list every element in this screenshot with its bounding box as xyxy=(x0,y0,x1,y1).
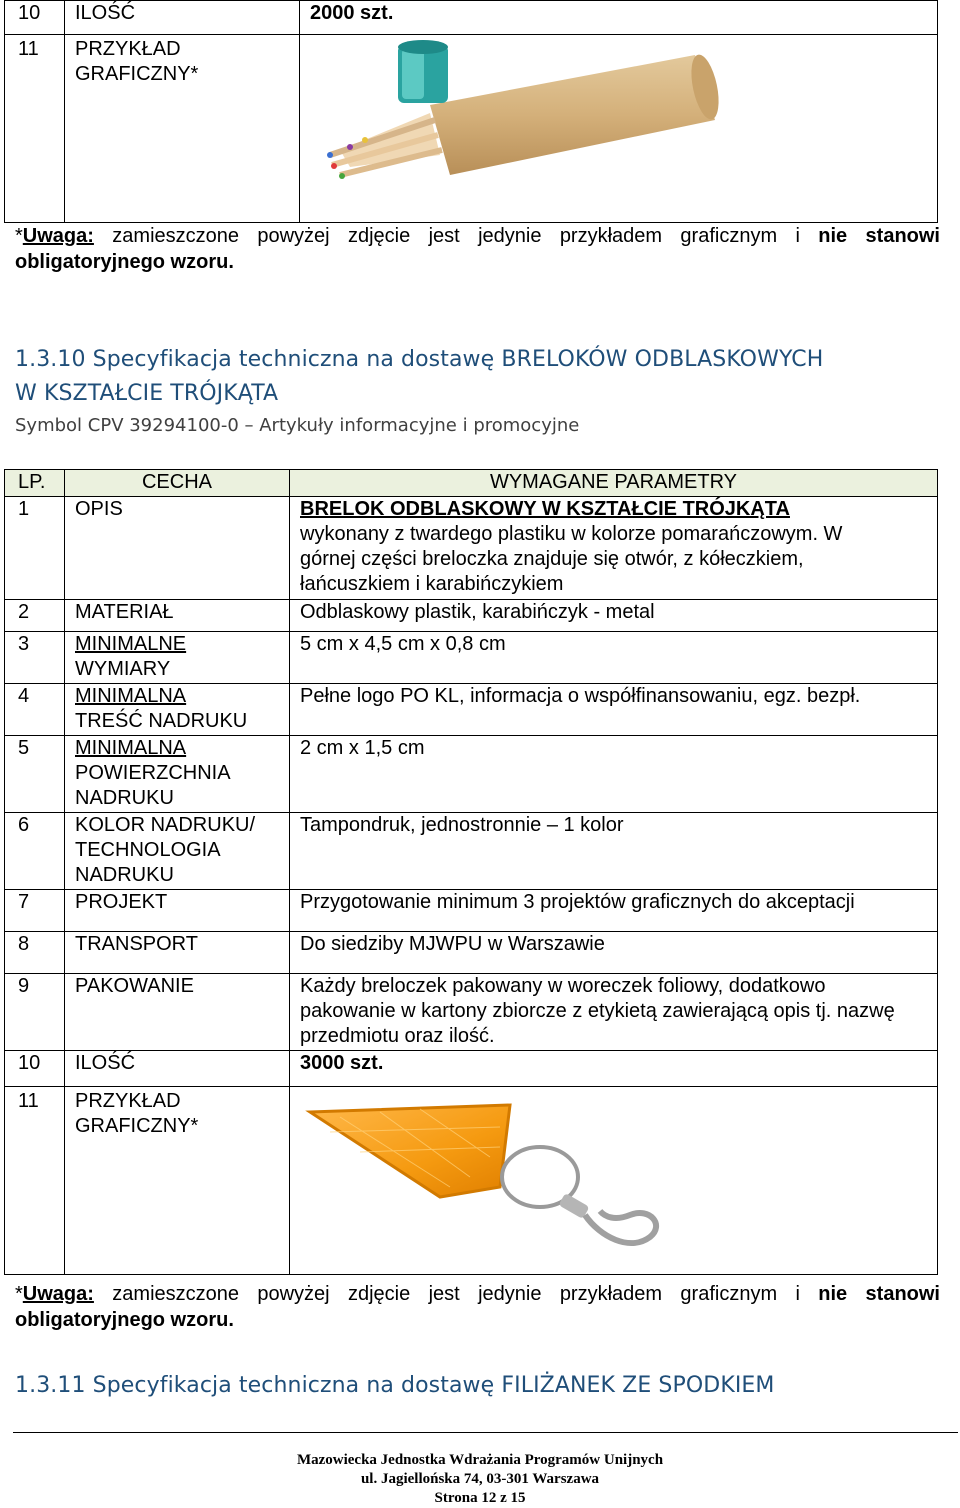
note-text: zamieszczone powyżej zdjęcie jest jedynie przykładem graficznym i xyxy=(93,1283,819,1305)
note-line2: obligatoryjnego wzoru. xyxy=(15,1309,234,1331)
row-value: Każdy breloczek pakowany w woreczek foliowy, dodatkowo pakowanie w kartony zbiorcze z etykietą zawierającą opis tj. nazwę przedmiotu oraz ilość. xyxy=(290,974,938,1051)
cecha-rest: TREŚĆ NADRUKU xyxy=(75,710,248,732)
tube-body xyxy=(430,55,715,175)
orange-triangle xyxy=(310,1105,510,1197)
header-params: WYMAGANE PARAMETRY xyxy=(290,470,938,497)
row-lp: 3 xyxy=(5,632,65,684)
row-value: 2 cm x 1,5 cm xyxy=(290,736,938,813)
row-value: Odblaskowy plastik, karabińczyk - metal xyxy=(290,600,938,632)
table-row xyxy=(5,632,938,684)
footer-page-number: Strona 12 z 15 xyxy=(434,1490,526,1506)
sharpener xyxy=(398,40,448,103)
row-cecha xyxy=(65,632,290,684)
row-cecha: ILOŚĆ xyxy=(65,1051,290,1087)
section-title-line1: 1.3.10 Specyfikacja techniczna na dostawę BRELOKÓW ODBLASKOWYCH xyxy=(15,347,824,372)
row-lp: 6 xyxy=(5,813,65,890)
row-value: 2000 szt. xyxy=(300,1,938,35)
row-cecha: PAKOWANIE xyxy=(65,974,290,1051)
table-row xyxy=(5,497,938,600)
row-value: Tampondruk, jednostronnie – 1 kolor xyxy=(290,813,938,890)
table-row xyxy=(5,736,938,813)
note-prefix: * xyxy=(15,225,23,247)
header-cecha: CECHA xyxy=(65,470,290,497)
table-row xyxy=(5,1087,938,1275)
row-lp: 11 xyxy=(5,1087,65,1275)
row-value: Przygotowanie minimum 3 projektów graficznych do akceptacji xyxy=(290,890,938,932)
disclaimer-note xyxy=(15,223,940,275)
table-row xyxy=(5,35,938,223)
row-value: Do siedziby MJWPU w Warszawie xyxy=(290,932,938,974)
row-cecha: KOLOR NADRUKU/ TECHNOLOGIA NADRUKU xyxy=(65,813,290,890)
row-cecha: PRZYKŁAD GRAFICZNY* xyxy=(65,1087,290,1275)
example-image-cell xyxy=(290,1087,938,1275)
row-cecha: PROJEKT xyxy=(65,890,290,932)
row-lp: 2 xyxy=(5,600,65,632)
row-cecha xyxy=(65,736,290,813)
row-lp: 1 xyxy=(5,497,65,600)
row-cecha: MATERIAŁ xyxy=(65,600,290,632)
example-image-cell xyxy=(300,35,938,223)
pencils xyxy=(327,113,442,179)
note-label: Uwaga: xyxy=(22,1283,94,1305)
row-lp: 7 xyxy=(5,890,65,932)
cecha-rest: POWIERZCHNIA NADRUKU xyxy=(75,762,230,809)
table-row xyxy=(5,932,938,974)
row-value: 3000 szt. xyxy=(290,1051,938,1087)
footer-address: ul. Jagiellońska 74, 03-301 Warszawa xyxy=(360,1471,600,1487)
cecha-underlined: MINIMALNE xyxy=(75,633,187,655)
reflective-keychain-image xyxy=(300,1087,690,1267)
note-line2: obligatoryjnego wzoru. xyxy=(15,251,234,273)
row-cecha: OPIS xyxy=(65,497,290,600)
carabiner xyxy=(558,1193,656,1243)
footer-organization: Mazowiecka Jednostka Wdrażania Programów Unijnych xyxy=(296,1452,664,1468)
row-value: Pełne logo PO KL, informacja o współfinansowaniu, egz. bezpł. xyxy=(290,684,938,736)
header-lp: LP. xyxy=(5,470,65,497)
row-lp: 10 xyxy=(5,1051,65,1087)
note-bold: nie stanowi xyxy=(818,225,940,247)
table-row xyxy=(5,890,938,932)
row-value xyxy=(290,497,938,600)
section-title-line2: W KSZTAŁCIE TRÓJKĄTA xyxy=(15,381,279,406)
table-row xyxy=(5,813,938,890)
row-lp: 10 xyxy=(5,1,65,35)
table-row xyxy=(5,1,938,35)
table-row xyxy=(5,684,938,736)
disclaimer-note xyxy=(15,1281,940,1333)
footer-divider xyxy=(13,1432,958,1433)
footer xyxy=(0,1451,960,1508)
row-lp: 8 xyxy=(5,932,65,974)
table-row xyxy=(5,1051,938,1087)
next-section-title: 1.3.11 Specyfikacja techniczna na dostawę FILIŻANEK ZE SPODKIEM xyxy=(15,1373,775,1398)
table-row xyxy=(5,600,938,632)
row-lp: 9 xyxy=(5,974,65,1051)
pencils-spec-table-continuation xyxy=(4,0,938,223)
cecha-underlined: MINIMALNA xyxy=(75,685,187,707)
row-cecha: ILOŚĆ xyxy=(65,1,300,35)
table-header-row xyxy=(5,470,938,497)
section-subtitle: Symbol CPV 39294100-0 – Artykuły informacyjne i promocyjne xyxy=(15,415,580,436)
table-row xyxy=(5,974,938,1051)
pencils-tube-image xyxy=(310,35,740,215)
row-lp: 4 xyxy=(5,684,65,736)
keychain-spec-table xyxy=(4,469,938,1275)
row-cecha: TRANSPORT xyxy=(65,932,290,974)
note-text: zamieszczone powyżej zdjęcie jest jedynie przykładem graficznym i xyxy=(93,225,819,247)
row-value: 5 cm x 4,5 cm x 0,8 cm xyxy=(290,632,938,684)
row-lp: 5 xyxy=(5,736,65,813)
note-bold: nie stanowi xyxy=(818,1283,940,1305)
section-title xyxy=(15,343,823,411)
cecha-rest: WYMIARY xyxy=(75,658,171,680)
product-description: wykonany z twardego plastiku w kolorze pomarańczowym. W górnej części breloczka znajduje się otwór, z kółeczkiem, łańcuszkiem i karabińczykiem xyxy=(300,523,843,595)
row-cecha: PRZYKŁAD GRAFICZNY* xyxy=(65,35,300,223)
note-label: Uwaga: xyxy=(22,225,94,247)
row-cecha xyxy=(65,684,290,736)
row-lp: 11 xyxy=(5,35,65,223)
product-title: BRELOK ODBLASKOWY W KSZTAŁCIE TRÓJKĄTA xyxy=(300,498,790,520)
note-prefix: * xyxy=(15,1283,23,1305)
cecha-underlined: MINIMALNA xyxy=(75,737,187,759)
